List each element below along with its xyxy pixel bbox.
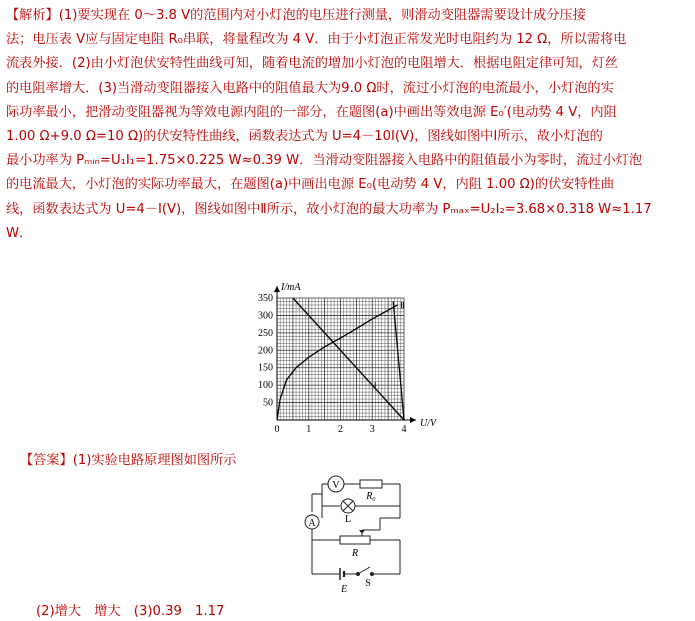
analysis-line-1: 【解析】(1)要实现在 0～3.8 V的范围内对小灯泡的电压进行测量，则滑动变阻器需要设计成分压接 (6, 8, 586, 23)
answer-tag: 【答案】 (20, 453, 73, 468)
analysis-line-4: 的电阻率增大．(3)当滑动变阻器接入电路中的阻值最大为9.0 Ω时，流过小灯泡的电流最小，小灯泡的实 (6, 80, 614, 96)
voltmeter-label: V (332, 480, 340, 491)
switch-label: S (365, 578, 371, 589)
rheostat-label: R (351, 548, 359, 559)
analysis-tag: 【解析】 (6, 8, 59, 23)
series-line-2 (293, 298, 404, 420)
circuit-diagram (300, 474, 415, 596)
y-axis-label: I/mA (281, 282, 301, 293)
analysis-line-6: 1.00 Ω+9.0 Ω=10 Ω)的伏安特性曲线，函数表达式为 U=4－10I(V)，图线如图中Ⅰ所示，故小灯泡的 (6, 129, 603, 145)
analysis-paragraph (6, 4, 690, 246)
analysis-line-10: W． (6, 225, 33, 241)
answer-line (20, 449, 237, 468)
y-tick-label: 300 (258, 310, 273, 322)
analysis-line-8: 的电流最大，小灯泡的实际功率最大，在题图(a)中画出电源 E₀(电动势 4 V，内阻 1.00 Ω)的伏安特性曲 (6, 177, 615, 193)
source-label: E (340, 584, 348, 595)
final-answer: (2)增大 增大 (3)0.39 1.17 (36, 604, 225, 619)
analysis-line-5: 际功率最小，把滑动变阻器视为等效电源内阻的一部分，在题图(a)中画出等效电源 E₀′(电动势 4 V，内阻 (6, 104, 617, 120)
analysis-line-2: 法；电压表 V应与固定电阻 R₀串联，将量程改为 4 V．由于小灯泡正常发光时电阻约为 12 Ω，所以需将电 (6, 32, 627, 48)
x-tick-label: 2 (338, 424, 343, 435)
x-axis-label: U/V (420, 418, 437, 429)
y-tick-label: 250 (258, 327, 273, 339)
y-tick-label: 100 (258, 380, 273, 392)
x-tick-label: 0 (274, 424, 280, 435)
rheostat-symbol (340, 536, 370, 544)
x-axis-arrow (410, 417, 416, 423)
x-tick-label: 3 (369, 424, 375, 435)
y-tick-label: 350 (258, 293, 273, 304)
switch-symbol (358, 567, 370, 574)
annotation-line-1: Ⅰ (373, 380, 377, 391)
x-tick-label: 1 (306, 424, 312, 435)
answer-text: (1)实验电路原理图如图所示 (72, 453, 237, 468)
iv-chart (232, 280, 437, 442)
y-axis-arrow (274, 286, 280, 292)
ammeter-label: A (308, 518, 316, 529)
y-tick-label: 50 (263, 397, 273, 409)
x-tick-label: 4 (401, 424, 407, 435)
analysis-line-9: 线，函数表达式为 U=4－I(V)，图线如图中Ⅱ所示，故小灯泡的最大功率为 Pₘₐₓ=U₂I₂=3.68×0.318 W≈1.17 (6, 201, 652, 217)
lamp-label: L (344, 514, 352, 525)
y-tick-label: 150 (258, 362, 273, 374)
annotation-line-2: Ⅱ (400, 300, 405, 311)
chart-grid (277, 298, 404, 420)
resistor-r0-label: R₀ (366, 491, 376, 502)
resistor-r0-symbol (360, 480, 382, 488)
analysis-line-7: 最小功率为 Pₘᵢₙ=U₁I₁=1.75×0.225 W≈0.39 W．当滑动变阻器接入电路中的阻值最小为零时，流过小灯泡 (6, 153, 643, 169)
y-tick-label: 200 (258, 345, 273, 357)
analysis-line-3: 流表外接．(2)由小灯泡伏安特性曲线可知，随着电流的增加小灯泡的电阻增大．根据电阻定律可知，灯丝 (6, 56, 619, 72)
